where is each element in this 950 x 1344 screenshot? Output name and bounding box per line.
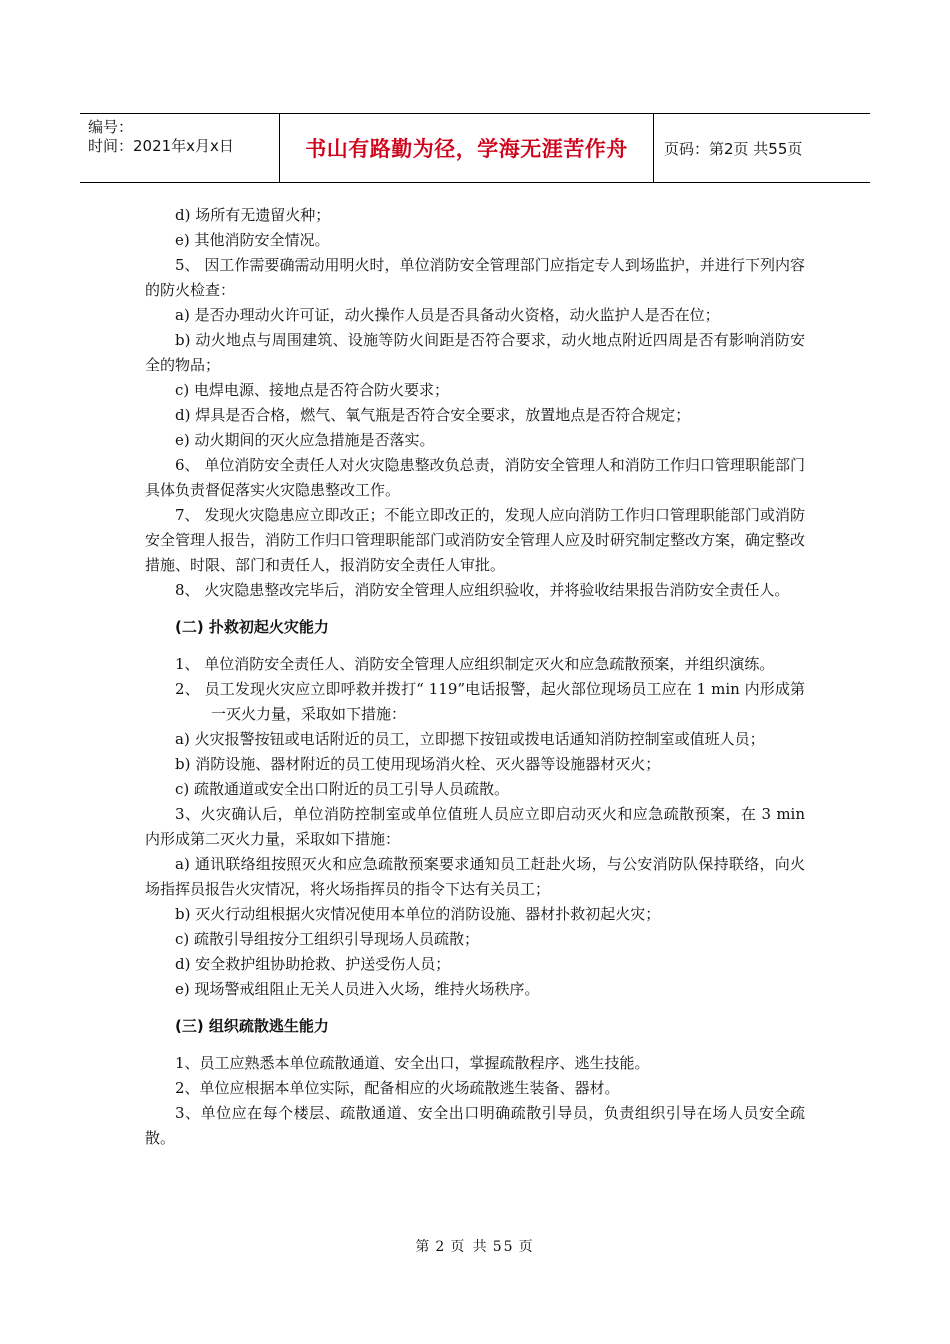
list-item: c) 疏散通道或安全出口附近的员工引导人员疏散。 bbox=[175, 780, 510, 798]
list-item: e) 动火期间的灭火应急措施是否落实。 bbox=[175, 431, 435, 449]
document-number-label: 编号： bbox=[88, 118, 134, 136]
footer-prefix: 第 bbox=[415, 1239, 432, 1255]
numbered-paragraph: 1、 单位消防安全责任人、消防安全管理人应组织制定灭火和应急疏散预案，并组织演练。 bbox=[175, 655, 775, 673]
list-item: a) 是否办理动火许可证，动火操作人员是否具备动火资格，动火监护人是否在位； bbox=[175, 306, 720, 324]
list-item: a) 通讯联络组按照灭火和应急疏散预案要求通知员工赶赴火场，与公安消防队保持联络，向火场指挥员报告火灾情况，将火场指挥员的指令下达有关员工； bbox=[145, 855, 805, 898]
header-motto-cell bbox=[280, 114, 654, 182]
numbered-paragraph: 8、 火灾隐患整改完毕后，消防安全管理人应组织验收，并将验收结果报告消防安全责任人。 bbox=[175, 581, 790, 599]
list-item: c) 疏散引导组按分工组织引导现场人员疏散； bbox=[175, 930, 480, 948]
numbered-paragraph: 1、员工应熟悉本单位疏散通道、安全出口，掌握疏散程序、逃生技能。 bbox=[175, 1054, 650, 1072]
section-heading: (二) 扑救初起火灾能力 bbox=[175, 618, 329, 636]
list-item: d) 场所有无遗留火种； bbox=[175, 206, 331, 224]
header-page-info bbox=[654, 114, 870, 182]
page-header bbox=[80, 113, 870, 183]
document-time-label: 时间：2021年x月x日 bbox=[88, 137, 234, 155]
numbered-paragraph: 3、火灾确认后，单位消防控制室或单位值班人员应立即启动灭火和应急疏散预案，在 3 min 内形成第二灭火力量，采取如下措施： bbox=[145, 805, 805, 848]
header-meta bbox=[80, 114, 280, 182]
list-item: e) 现场警戒组阻止无关人员进入火场，维持火场秩序。 bbox=[175, 980, 540, 998]
list-item: d) 安全救护组协助抢救、护送受伤人员； bbox=[175, 955, 451, 973]
list-item: b) 灭火行动组根据火灾情况使用本单位的消防设施、器材扑救初起火灾； bbox=[175, 905, 661, 923]
numbered-paragraph: 3、单位应在每个楼层、疏散通道、安全出口明确疏散引导员，负责组织引导在场人员安全疏散。 bbox=[145, 1104, 805, 1147]
footer-total-pages: 55 bbox=[492, 1239, 515, 1255]
document-body bbox=[145, 203, 805, 1151]
list-item: b) 动火地点与周围建筑、设施等防火间距是否符合要求，动火地点附近四周是否有影响消防安全的物品； bbox=[145, 331, 805, 374]
numbered-paragraph: 2、单位应根据本单位实际，配备相应的火场疏散逃生装备、器材。 bbox=[175, 1079, 620, 1097]
header-motto: 书山有路勤为径，学海无涯苦作舟 bbox=[305, 137, 628, 161]
footer-page-number: 2 bbox=[435, 1239, 447, 1255]
numbered-paragraph: 6、 单位消防安全责任人对火灾隐患整改负总责，消防安全管理人和消防工作归口管理职能部门具体负责督促落实火灾隐患整改工作。 bbox=[145, 456, 805, 499]
page-number-label: 页码：第2页 共55页 bbox=[664, 139, 803, 158]
footer-middle: 页 共 bbox=[450, 1239, 489, 1255]
numbered-paragraph: 7、 发现火灾隐患应立即改正；不能立即改正的，发现人应向消防工作归口管理职能部门或消防安全管理人报告，消防工作归口管理职能部门或消防安全管理人应及时研究制定整改方案，确定整改措施、时限、部门和责任人，报消防安全责任人审批。 bbox=[145, 506, 806, 574]
list-item: a) 火灾报警按钮或电话附近的员工，立即摁下按钮或拨电话通知消防控制室或值班人员； bbox=[175, 730, 765, 748]
list-item: d) 焊具是否合格，燃气、氧气瓶是否符合安全要求，放置地点是否符合规定； bbox=[175, 406, 691, 424]
section-heading: (三) 组织疏散逃生能力 bbox=[175, 1017, 329, 1035]
numbered-paragraph: 5、 因工作需要确需动用明火时，单位消防安全管理部门应指定专人到场监护，并进行下列内容的防火检查： bbox=[145, 256, 805, 299]
page-footer bbox=[0, 1236, 950, 1256]
footer-suffix: 页 bbox=[518, 1239, 535, 1255]
list-item: b) 消防设施、器材附近的员工使用现场消火栓、灭火器等设施器材灭火； bbox=[175, 755, 661, 773]
numbered-paragraph: 2、 员工发现火灾应立即呼救并拨打“ 119”电话报警，起火部位现场员工应在 1 min 内形成第一灭火力量，采取如下措施： bbox=[175, 680, 805, 723]
list-item: e) 其他消防安全情况。 bbox=[175, 231, 330, 249]
list-item: c) 电焊电源、接地点是否符合防火要求； bbox=[175, 381, 450, 399]
